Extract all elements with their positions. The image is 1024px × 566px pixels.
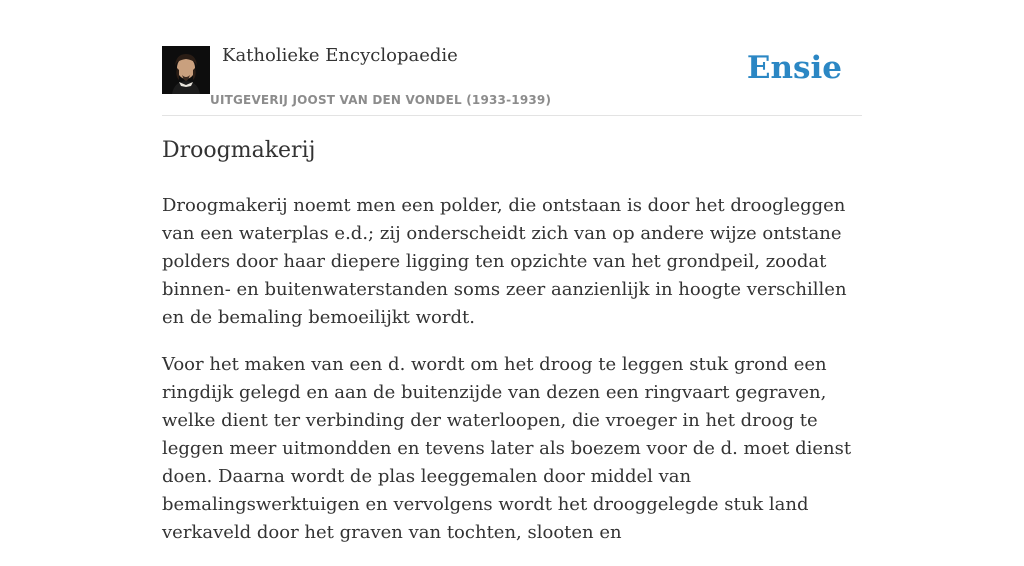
publisher-subtitle: UITGEVERIJ JOOST VAN DEN VONDEL (1933-1939): [210, 93, 552, 107]
ensie-logo[interactable]: Ensie: [746, 50, 842, 86]
site-name[interactable]: Katholieke Encyclopaedie: [222, 45, 458, 66]
article-title: Droogmakerij: [162, 138, 316, 163]
header: [162, 40, 862, 116]
author-portrait-avatar[interactable]: [162, 46, 210, 94]
article-paragraph: Droogmakerij noemt men een polder, die ontstaan is door het droogleggen van een waterplas e.d.; zij onderscheidt zich van op andere wijze ontstane polders door haar diepere ligging ten opzichte van het grondpeil, zoodat binnen- en buitenwaterstanden soms zeer aanzienlijk in hoogte verschillen en de bemaling bemoeilijkt wordt.: [162, 195, 847, 328]
portrait-image: [162, 46, 210, 94]
article-paragraph: Voor het maken van een d. wordt om het droog te leggen stuk grond een ringdijk gelegd en aan de buitenzijde van dezen een ringvaart gegraven, welke dient ter verbinding der waterloopen, die vroeger in het droog te leggen meer uitmondden en tevens later als boezem voor de d. moet dienst doen. Daarna wordt de plas leeggemalen door middel van bemalingswerktuigen en vervolgens wordt het drooggelegde stuk land verkaveld door het graven van tochten, slooten en: [162, 354, 852, 543]
article-body: [162, 192, 867, 566]
